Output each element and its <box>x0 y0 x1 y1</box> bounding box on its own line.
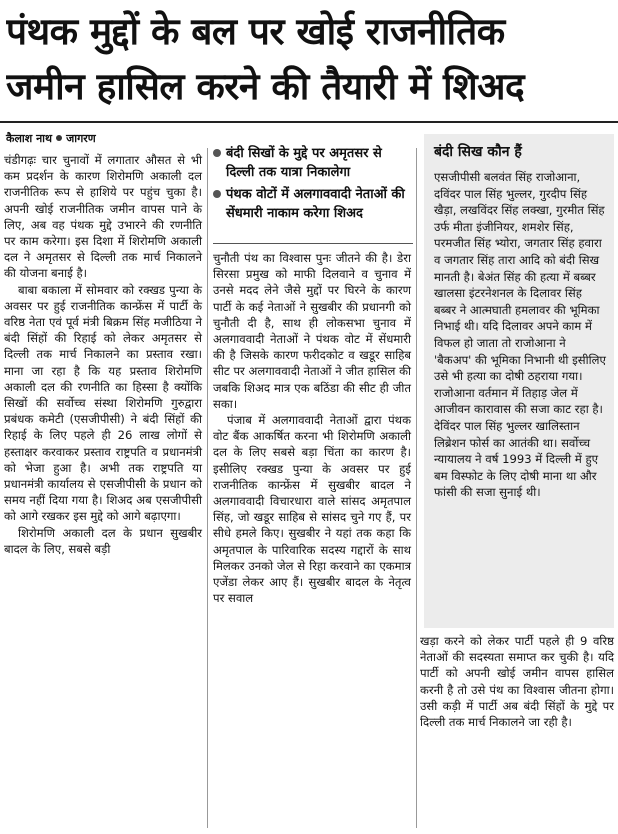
column-divider <box>416 148 417 828</box>
headline-line-2: जमीन हासिल करने की तैयारी में शिअद <box>6 65 525 108</box>
pull-quote <box>213 185 413 223</box>
byline <box>6 131 96 146</box>
paragraph: शिरोमणि अकाली दल के प्रधान सुखबीर बादल के लिए, सबसे बड़ी <box>4 525 202 556</box>
byline-author: कैलाश नाथ <box>6 132 53 145</box>
pull-quotes <box>213 144 413 226</box>
paragraph: बाबा बकाला में सोमवार को रक्खड पुन्या के अवसर पर हुई राजनीतिक कान्फ्रेंस में पार्टी के वरिष्ठ नेता एवं पूर्व मंत्री बिक्रम सिंह मजीठिया ने बंदी सिंहों की रिहाई को लेकर अमृतसर से दिल्ली तक मार्च निकालने का प्रस्ताव रखा। माना जा रहा है कि यह प्रस्ताव शिरोमणि अकाली दल की रणनीति का हिस्सा है क्योंकि सिखों की सर्वोच्च संस्था शिरोमणि गुरुद्वारा प्रबंधक कमेटी (एसजीपीसी) ने बंदी सिंहों की रिहाई के लिए पहले ही 26 लाख लोगों से हस्ताक्षर करवाकर प्रस्ताव राष्ट्रपति व प्रधानमंत्री को भेजा हुआ है। अभी तक राष्ट्रपति या प्रधानमंत्री कार्यालय से एसजीपीसी के प्रधान को समय नहीं दिया गया है। शिअद अब एसजीपीसी को आगे रखकर इस मुद्दे को आगे बढ़ाएगा। <box>4 282 202 524</box>
byline-source: जागरण <box>66 132 96 145</box>
pull-quote-text: पंथक वोटों में अलगाववादी नेताओं की सेंधमारी नाकाम करेगा शिअद <box>226 187 405 221</box>
paragraph: खड़ा करने को लेकर पार्टी पहले ही 9 वरिष्ठ नेताओं की सदस्यता समाप्त कर चुकी है। यदि पार्टी को अपनी खोई जमीन वापस हासिल करनी है तो उसे पंथ का विश्वास जीतना होगा। उसी कड़ी में पार्टी अब बंदी सिंहों के मुद्दे पर दिल्ली तक मार्च निकालने जा रही है। <box>420 634 614 730</box>
sidebar-title: बंदी सिख कौन हैं <box>434 144 522 160</box>
headline <box>6 4 612 114</box>
bullet-icon <box>213 190 221 198</box>
headline-line-1: पंथक मुद्दों के बल पर खोई राजनीतिक <box>6 10 505 53</box>
headline-rule <box>0 121 618 123</box>
sidebar-box <box>424 134 614 628</box>
pull-quote-text: बंदी सिखों के मुद्दे पर अमृतसर से दिल्ली तक यात्रा निकालेगा <box>226 146 382 180</box>
paragraph: चुनौती पंथ का विश्वास पुनः जीतने की है। डेरा सिरसा प्रमुख को माफी दिलवाने व चुनाव में उनसे मदद लेने जैसे मुद्दों पर घिरने के कारण पार्टी के कई नेताओं ने सुखबीर की प्रधानगी को चुनौती दी है, साथ ही लोकसभा चुनाव में अलगाववादी नेताओं ने पंथक वोट में सेंधमारी की है जिसके कारण फरीदकोट व खडूर साहिब सीट पर अलगाववादी नेताओं ने जीत हासिल की जबकि शिअद मात्र एक बठिंडा की सीट ही जीत सका। <box>213 251 411 411</box>
paragraph: पंजाब में अलगाववादी नेताओं द्वारा पंथक वोट बैंक आकर्षित करना भी शिरोमणि अकाली दल के लिए सबसे बड़ा चिंता का कारण है। इसीलिए रक्खड पुन्या के अवसर पर हुई राजनीतिक कान्फ्रेंस में सुखबीर बादल ने अलगाववादी विचारधारा वाले सांसद अमृतपाल सिंह, जो खडूर साहिब से सांसद चुने गए हैं, पर सीधे हमले किए। सुखबीर ने यहां तक कहा कि अमृतपाल के पारिवारिक सदस्य गद्दारों के साथ मिलकर उनको जेल से रिहा करवाने का एकमात्र एजेंडा लेकर आए हैं। सुखबीर बादल के नेतृत्व पर सवाल <box>213 413 411 606</box>
article-column-1 <box>4 152 202 557</box>
column-divider <box>207 148 208 828</box>
article-column-2 <box>213 250 411 606</box>
sidebar-body: एसजीपीसी बलवंत सिंह राजोआना, दविंदर पाल सिंह भुल्लर, गुरदीप सिंह खैड़ा, लखविंदर सिंह लक्खा, गुरमीत सिंह उर्फ मीता इंजीनियर, शमशेर सिंह, परमजीत सिंह भ्योरा, जगतार सिंह हवारा व जगतार सिंह तारा आदि को बंदी सिख मानती है। बेअंत सिंह की हत्या में बब्बर खालसा इंटरनेशनल के दिलावर सिंह बब्बर ने आत्मघाती हमलावर की भूमिका निभाई थी। यदि दिलावर अपने काम में विफल हो जाता तो राजोआना ने 'बैकअप' की भूमिका निभानी थी इसीलिए उसे भी हत्या का दोषी ठहराया गया। राजोआना वर्तमान में तिहाड़ जेल में आजीवन कारावास की सजा काट रहा है। देविंदर पाल सिंह भुल्लर खालिस्तान लिब्रेशन फोर्स का आतंकी था। सर्वोच्च न्यायालय ने वर्ष 1993 में दिल्ली में हुए बम विस्फोट के लिए दोषी माना था और फांसी की सजा सुनाई थी। <box>434 170 606 500</box>
paragraph: चंडीगढ़ः चार चुनावों में लगातार औसत से भी कम प्रदर्शन के कारण शिरोमणि अकाली दल राजनीतिक रूप से हाशिये पर पहुंच चुका है। अपनी खोई राजनीतिक जमीन वापस पाने के लिए, अब वह पंथक मुद्दे उभारने की रणनीति पर काम करेगा। इस दिशा में शिरोमणि अकाली दल ने अमृतसर से दिल्ली तक मार्च निकालने की योजना बनाई है। <box>4 153 202 281</box>
bullet-icon <box>213 149 221 157</box>
pull-quote <box>213 144 413 182</box>
pull-quote-rule <box>213 243 413 244</box>
article-column-3 <box>420 633 614 730</box>
bullet-icon <box>56 135 62 141</box>
